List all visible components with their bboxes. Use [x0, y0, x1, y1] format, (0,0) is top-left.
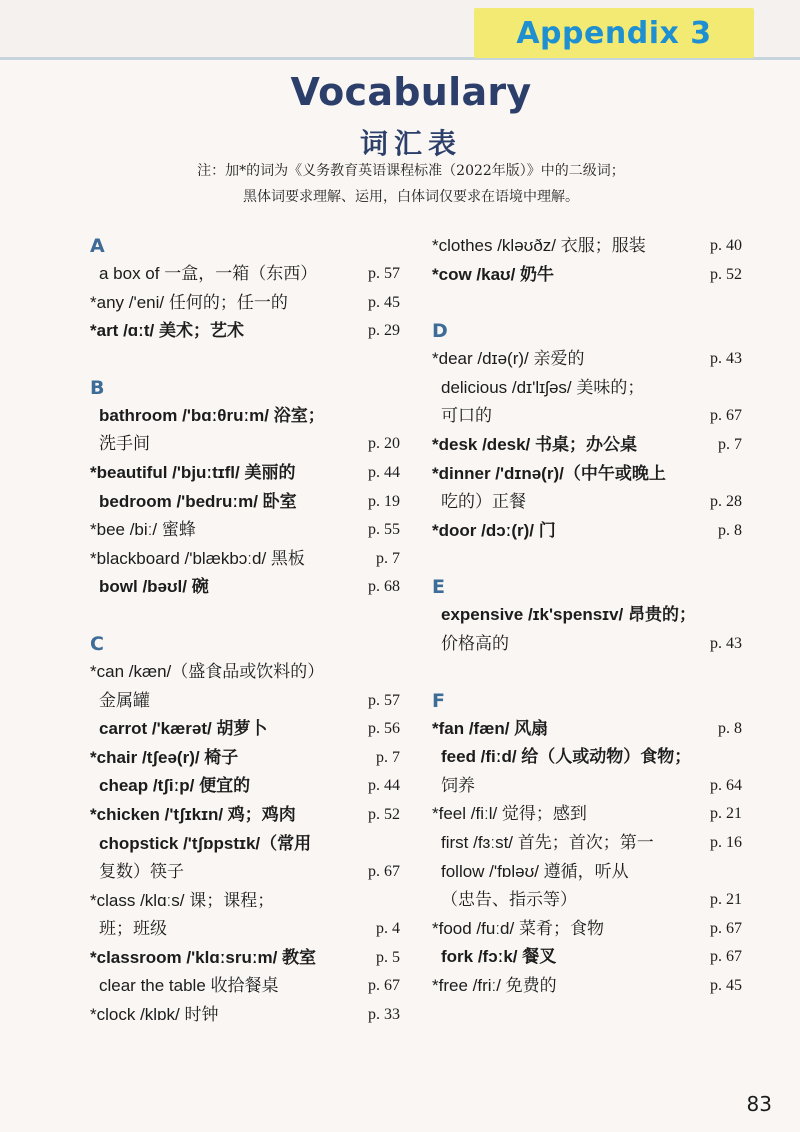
entry-page-ref: p. 67 — [368, 863, 400, 881]
section-letter: C — [90, 632, 104, 655]
vocab-entry-line — [432, 345, 742, 374]
entry-page-ref: p. 67 — [710, 948, 742, 966]
entry-text: chopstick /'tʃɒpstɪk/（常用 — [99, 833, 312, 853]
vocab-entry-line — [432, 488, 742, 517]
section-letter: E — [432, 576, 445, 599]
entry-page-ref: p. 43 — [710, 350, 742, 368]
vocab-entry-line — [432, 715, 742, 744]
entry-text: follow /'fɒləʊ/ 遵循，听从 — [441, 861, 629, 881]
vocab-entry-line — [432, 460, 742, 489]
entry-page-ref: p. 5 — [376, 948, 400, 966]
vocab-entry-line — [90, 744, 400, 773]
vocab-entry-line — [90, 715, 400, 744]
entry-page-ref: p. 7 — [376, 748, 400, 766]
entry-text: carrot /'kærət/ 胡萝卜 — [99, 719, 268, 739]
entry-page-ref: p. 21 — [710, 805, 742, 823]
entry-page-ref: p. 52 — [368, 805, 400, 823]
vocab-entry-line — [90, 516, 400, 545]
entry-text: *dinner /'dɪnə(r)/（中午或晚上 — [432, 463, 666, 483]
vocab-entry-line — [432, 261, 742, 290]
vocab-entry-line — [432, 232, 742, 261]
entry-text: *clothes /kləʊðz/ 衣服；服装 — [432, 236, 646, 255]
page-number: 83 — [746, 1092, 772, 1116]
entry-text: *bee /biː/ 蜜蜂 — [90, 520, 196, 540]
entry-text: 金属罐 — [99, 690, 150, 710]
vocab-entry-line — [432, 858, 742, 887]
entry-text: 价格高的 — [441, 633, 509, 653]
entry-text: fork /fɔːk/ 餐叉 — [441, 947, 557, 967]
vocab-entry-line — [432, 972, 742, 1001]
section-letter: B — [90, 376, 105, 399]
vocab-entry-line — [90, 260, 400, 289]
entry-page-ref: p. 16 — [710, 833, 742, 851]
entry-text: feed /fiːd/ 给（人或动物）食物； — [441, 747, 692, 767]
entry-page-ref: p. 33 — [368, 1006, 400, 1024]
vocab-entry-line — [90, 772, 400, 801]
entry-text: *food /fuːd/ 菜肴；食物 — [432, 918, 604, 938]
entry-text: *cow /kaʊ/ 奶牛 — [432, 264, 555, 284]
entry-page-ref: p. 52 — [710, 265, 742, 283]
section-gap — [432, 289, 742, 317]
vocab-entry-line — [90, 402, 400, 431]
entry-text: bowl /bəʊl/ 碗 — [99, 577, 209, 597]
vocab-entry-line — [90, 430, 400, 459]
vocab-entry-line — [90, 658, 400, 687]
vocab-entry-line — [90, 459, 400, 488]
note-line-2: 黑体词要求理解、运用，白体词仅要求在语境中理解。 — [243, 189, 579, 205]
entry-page-ref: p. 68 — [368, 578, 400, 596]
vocab-entry-line — [432, 517, 742, 546]
entry-page-ref: p. 28 — [710, 493, 742, 511]
vocab-entry-line — [90, 858, 400, 887]
entry-page-ref: p. 29 — [368, 322, 400, 340]
vocab-entry-line — [432, 431, 742, 460]
vocab-entry-line — [432, 800, 742, 829]
entry-text: expensive /ɪk'spensɪv/ 昂贵的； — [441, 605, 696, 625]
section-gap — [90, 346, 400, 374]
vocab-entry-line — [90, 887, 400, 916]
vocab-entry-line — [432, 829, 742, 858]
vocab-section — [90, 346, 400, 602]
entry-text: *class /klɑːs/ 课；课程； — [90, 890, 275, 910]
note-line-1: 注：加*的词为《义务教育英语课程标准（2022年版）》中的二级词； — [197, 163, 625, 179]
vocab-section — [432, 659, 742, 1001]
entry-page-ref: p. 21 — [710, 891, 742, 909]
entry-page-ref: p. 8 — [718, 521, 742, 539]
vocab-entry-line — [90, 1001, 400, 1030]
section-letter: D — [432, 320, 448, 343]
vocab-entry-line — [90, 972, 400, 1001]
entry-page-ref: p. 44 — [368, 463, 400, 481]
vocab-section — [90, 232, 400, 346]
entry-page-ref: p. 57 — [368, 691, 400, 709]
entry-page-ref: p. 67 — [710, 919, 742, 937]
section-gap — [432, 545, 742, 573]
entry-text: a box of 一盒，一箱（东西） — [99, 264, 318, 283]
section-gap — [90, 602, 400, 630]
entry-text: first /fɜːst/ 首先；首次；第一 — [441, 832, 654, 852]
vocab-entry-line — [90, 944, 400, 973]
vocab-entry-line — [90, 488, 400, 517]
vocab-entry-line — [90, 317, 400, 346]
vocab-section — [90, 602, 400, 1030]
entry-text: （忠告、指示等） — [441, 890, 577, 910]
vocab-entry-line — [90, 545, 400, 574]
vocab-entry-line — [432, 943, 742, 972]
entry-page-ref: p. 64 — [710, 776, 742, 794]
appendix-label: Appendix 3 — [516, 15, 712, 51]
entry-text: bedroom /'bedruːm/ 卧室 — [99, 491, 297, 511]
entry-page-ref: p. 40 — [710, 237, 742, 254]
entry-text: clear the table 收拾餐桌 — [99, 976, 279, 996]
entry-text: *chicken /'tʃɪkɪn/ 鸡；鸡肉 — [90, 804, 296, 824]
vocab-entry-line — [432, 374, 742, 403]
entry-text: *fan /fæn/ 风扇 — [432, 718, 549, 738]
entry-text: *beautiful /'bjuːtɪfl/ 美丽的 — [90, 462, 296, 482]
vocab-section — [432, 545, 742, 658]
page-title: Vocabulary — [290, 70, 532, 114]
entry-page-ref: p. 8 — [718, 719, 742, 737]
entry-text: 可口的 — [441, 406, 492, 426]
vocab-entry-line — [90, 289, 400, 318]
entry-page-ref: p. 43 — [710, 634, 742, 652]
section-letter: A — [90, 235, 105, 257]
entry-text: *blackboard /'blækbɔːd/ 黑板 — [90, 548, 305, 568]
entry-text: *classroom /'klɑːsruːm/ 教室 — [90, 947, 317, 967]
entry-page-ref: p. 57 — [368, 265, 400, 282]
left-column — [90, 232, 400, 1030]
vocab-entry-line — [432, 886, 742, 915]
vocab-entry-line — [432, 630, 742, 659]
entry-page-ref: p. 67 — [710, 407, 742, 425]
section-gap — [432, 659, 742, 687]
vocab-entry-line — [432, 915, 742, 944]
vocab-entry-line — [90, 801, 400, 830]
entry-text: 洗手间 — [99, 434, 150, 454]
entry-page-ref: p. 55 — [368, 521, 400, 539]
entry-text: *dear /dɪə(r)/ 亲爱的 — [432, 349, 585, 369]
entry-text: *feel /fiːl/ 觉得；感到 — [432, 804, 587, 824]
entry-page-ref: p. 67 — [368, 977, 400, 995]
entry-page-ref: p. 7 — [718, 435, 742, 453]
entry-text: *art /ɑːt/ 美术；艺术 — [90, 321, 244, 341]
vocab-entry-line — [90, 915, 400, 944]
right-column — [432, 232, 742, 1000]
vocab-entry-line — [90, 830, 400, 859]
section-letter: F — [432, 689, 445, 712]
vocab-section — [432, 232, 742, 289]
entry-page-ref: p. 19 — [368, 492, 400, 510]
entry-text: *clock /klɒk/ 时钟 — [90, 1005, 219, 1025]
entry-text: delicious /dɪ'lɪʃəs/ 美味的； — [441, 377, 645, 397]
vocab-entry-line — [432, 743, 742, 772]
entry-text: *desk /desk/ 书桌；办公桌 — [432, 434, 638, 454]
vocab-entry-line — [432, 772, 742, 801]
vocab-entry-line — [432, 601, 742, 630]
appendix-tab — [474, 8, 754, 58]
entry-page-ref: p. 7 — [376, 549, 400, 567]
entry-text: 饲养 — [441, 775, 475, 795]
entry-text: cheap /tʃiːp/ 便宜的 — [99, 776, 251, 796]
entry-page-ref: p. 45 — [368, 293, 400, 311]
page-subtitle: 词汇表 — [359, 127, 462, 160]
entry-page-ref: p. 44 — [368, 777, 400, 795]
vocab-entry-line — [432, 402, 742, 431]
entry-text: 吃的）正餐 — [441, 492, 526, 512]
entry-text: *chair /tʃeə(r)/ 椅子 — [90, 747, 239, 767]
entry-text: *any /'eni/ 任何的；任一的 — [90, 292, 288, 312]
vocab-entry-line — [90, 687, 400, 716]
entry-text: 班；班级 — [99, 919, 167, 939]
entry-text: *free /friː/ 免费的 — [432, 975, 557, 995]
entry-page-ref: p. 45 — [710, 976, 742, 994]
entry-page-ref: p. 20 — [368, 435, 400, 453]
entry-page-ref: p. 4 — [376, 920, 400, 938]
entry-text: *can /kæn/（盛食品或饮料的） — [90, 661, 325, 681]
entry-page-ref: p. 56 — [368, 720, 400, 738]
entry-text: bathroom /'bɑːθruːm/ 浴室； — [99, 405, 325, 425]
vocab-section — [432, 289, 742, 545]
entry-text: *door /dɔː(r)/ 门 — [432, 520, 556, 540]
vocab-entry-line — [90, 573, 400, 602]
entry-text: 复数）筷子 — [99, 862, 184, 882]
